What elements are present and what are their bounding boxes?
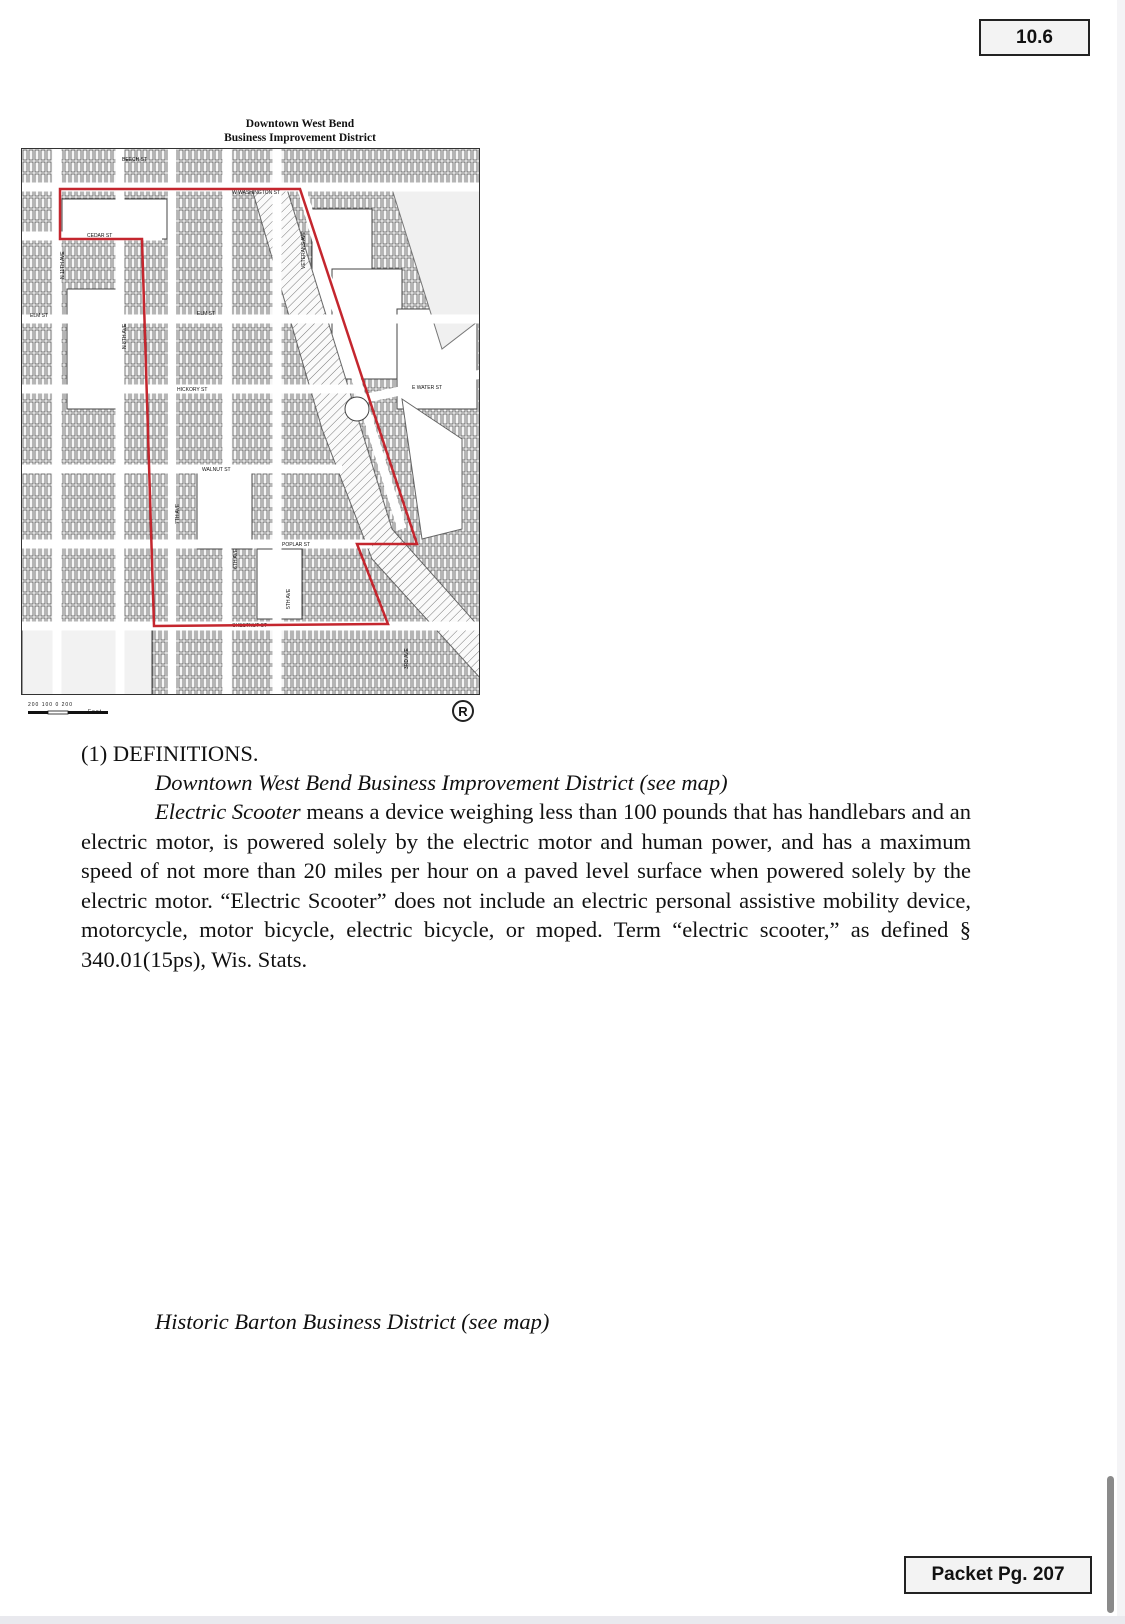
map-title <box>140 117 460 145</box>
street-label-8th: N 8TH AVE <box>122 323 128 349</box>
street-label-beech: BEECH ST <box>122 157 148 163</box>
street-label-water: E WATER ST <box>412 385 442 391</box>
electric-scooter-term: Electric Scooter <box>155 799 301 824</box>
street-label-hickory: HICKORY ST <box>177 387 208 393</box>
street-label-11th: N 11TH AVE <box>60 251 66 279</box>
electric-scooter-body: means a device weighing less than 100 pounds that has handlebars and an electric motor, is powered solely by the electric motor and human power, and has a maximum speed of not more than 20 miles per hour on a paved level surface when powered solely by the electric motor. “Electric Scooter” does not include an electric personal assistive mobility device, motorcycle, motor bicycle, electric bicycle, or moped. Term “electric scooter,” as defined § 340.01(15ps), Wis. Stats. <box>81 799 971 972</box>
map-title-line-1: Downtown West Bend <box>245 118 355 130</box>
street-label-3rd: 3RD AVE <box>404 648 410 669</box>
registered-mark: R <box>452 700 474 722</box>
map-scale-unit: Feet <box>88 709 103 715</box>
street-label-veterans: VETERANS AVE <box>301 231 307 269</box>
street-label-poplar: POPLAR ST <box>282 542 311 548</box>
street-label-elm-west: ELM ST <box>30 313 49 319</box>
scrollbar-thumb[interactable] <box>1107 1476 1114 1613</box>
definition-term-bid: Downtown West Bend Business Improvement District (see map) <box>155 770 728 795</box>
map-title-line-2: Business Improvement District <box>224 132 376 144</box>
page-right-edge <box>1117 0 1125 1624</box>
district-map-svg <box>22 149 480 695</box>
definitions-heading: (1) DEFINITIONS. <box>81 741 259 766</box>
street-label-cedar: CEDAR ST <box>87 233 113 239</box>
agenda-item-number: 10.6 <box>979 19 1090 56</box>
definition-electric-scooter <box>81 797 971 974</box>
street-label-5th: 5TH AVE <box>286 588 292 609</box>
map-scale-labels <box>28 702 103 715</box>
packet-page-number: Packet Pg. 207 <box>904 1556 1092 1594</box>
page-bottom-edge <box>0 1616 1125 1624</box>
roundabout <box>345 397 369 421</box>
street-label-washington: W WASHINGTON ST <box>232 190 281 196</box>
map-scale-values: 200 100 0 200 <box>28 702 73 708</box>
street-label-7th: 7TH AVE <box>175 503 181 524</box>
street-label-6th: 6TH AVE <box>233 548 239 569</box>
district-map <box>21 148 480 695</box>
street-label-elm: ELM ST <box>197 311 216 317</box>
street-label-chestnut: CHESTNUT ST <box>232 623 267 629</box>
definition-term-barton: Historic Barton Business District (see map) <box>155 1309 550 1334</box>
street-label-walnut: WALNUT ST <box>202 467 231 473</box>
